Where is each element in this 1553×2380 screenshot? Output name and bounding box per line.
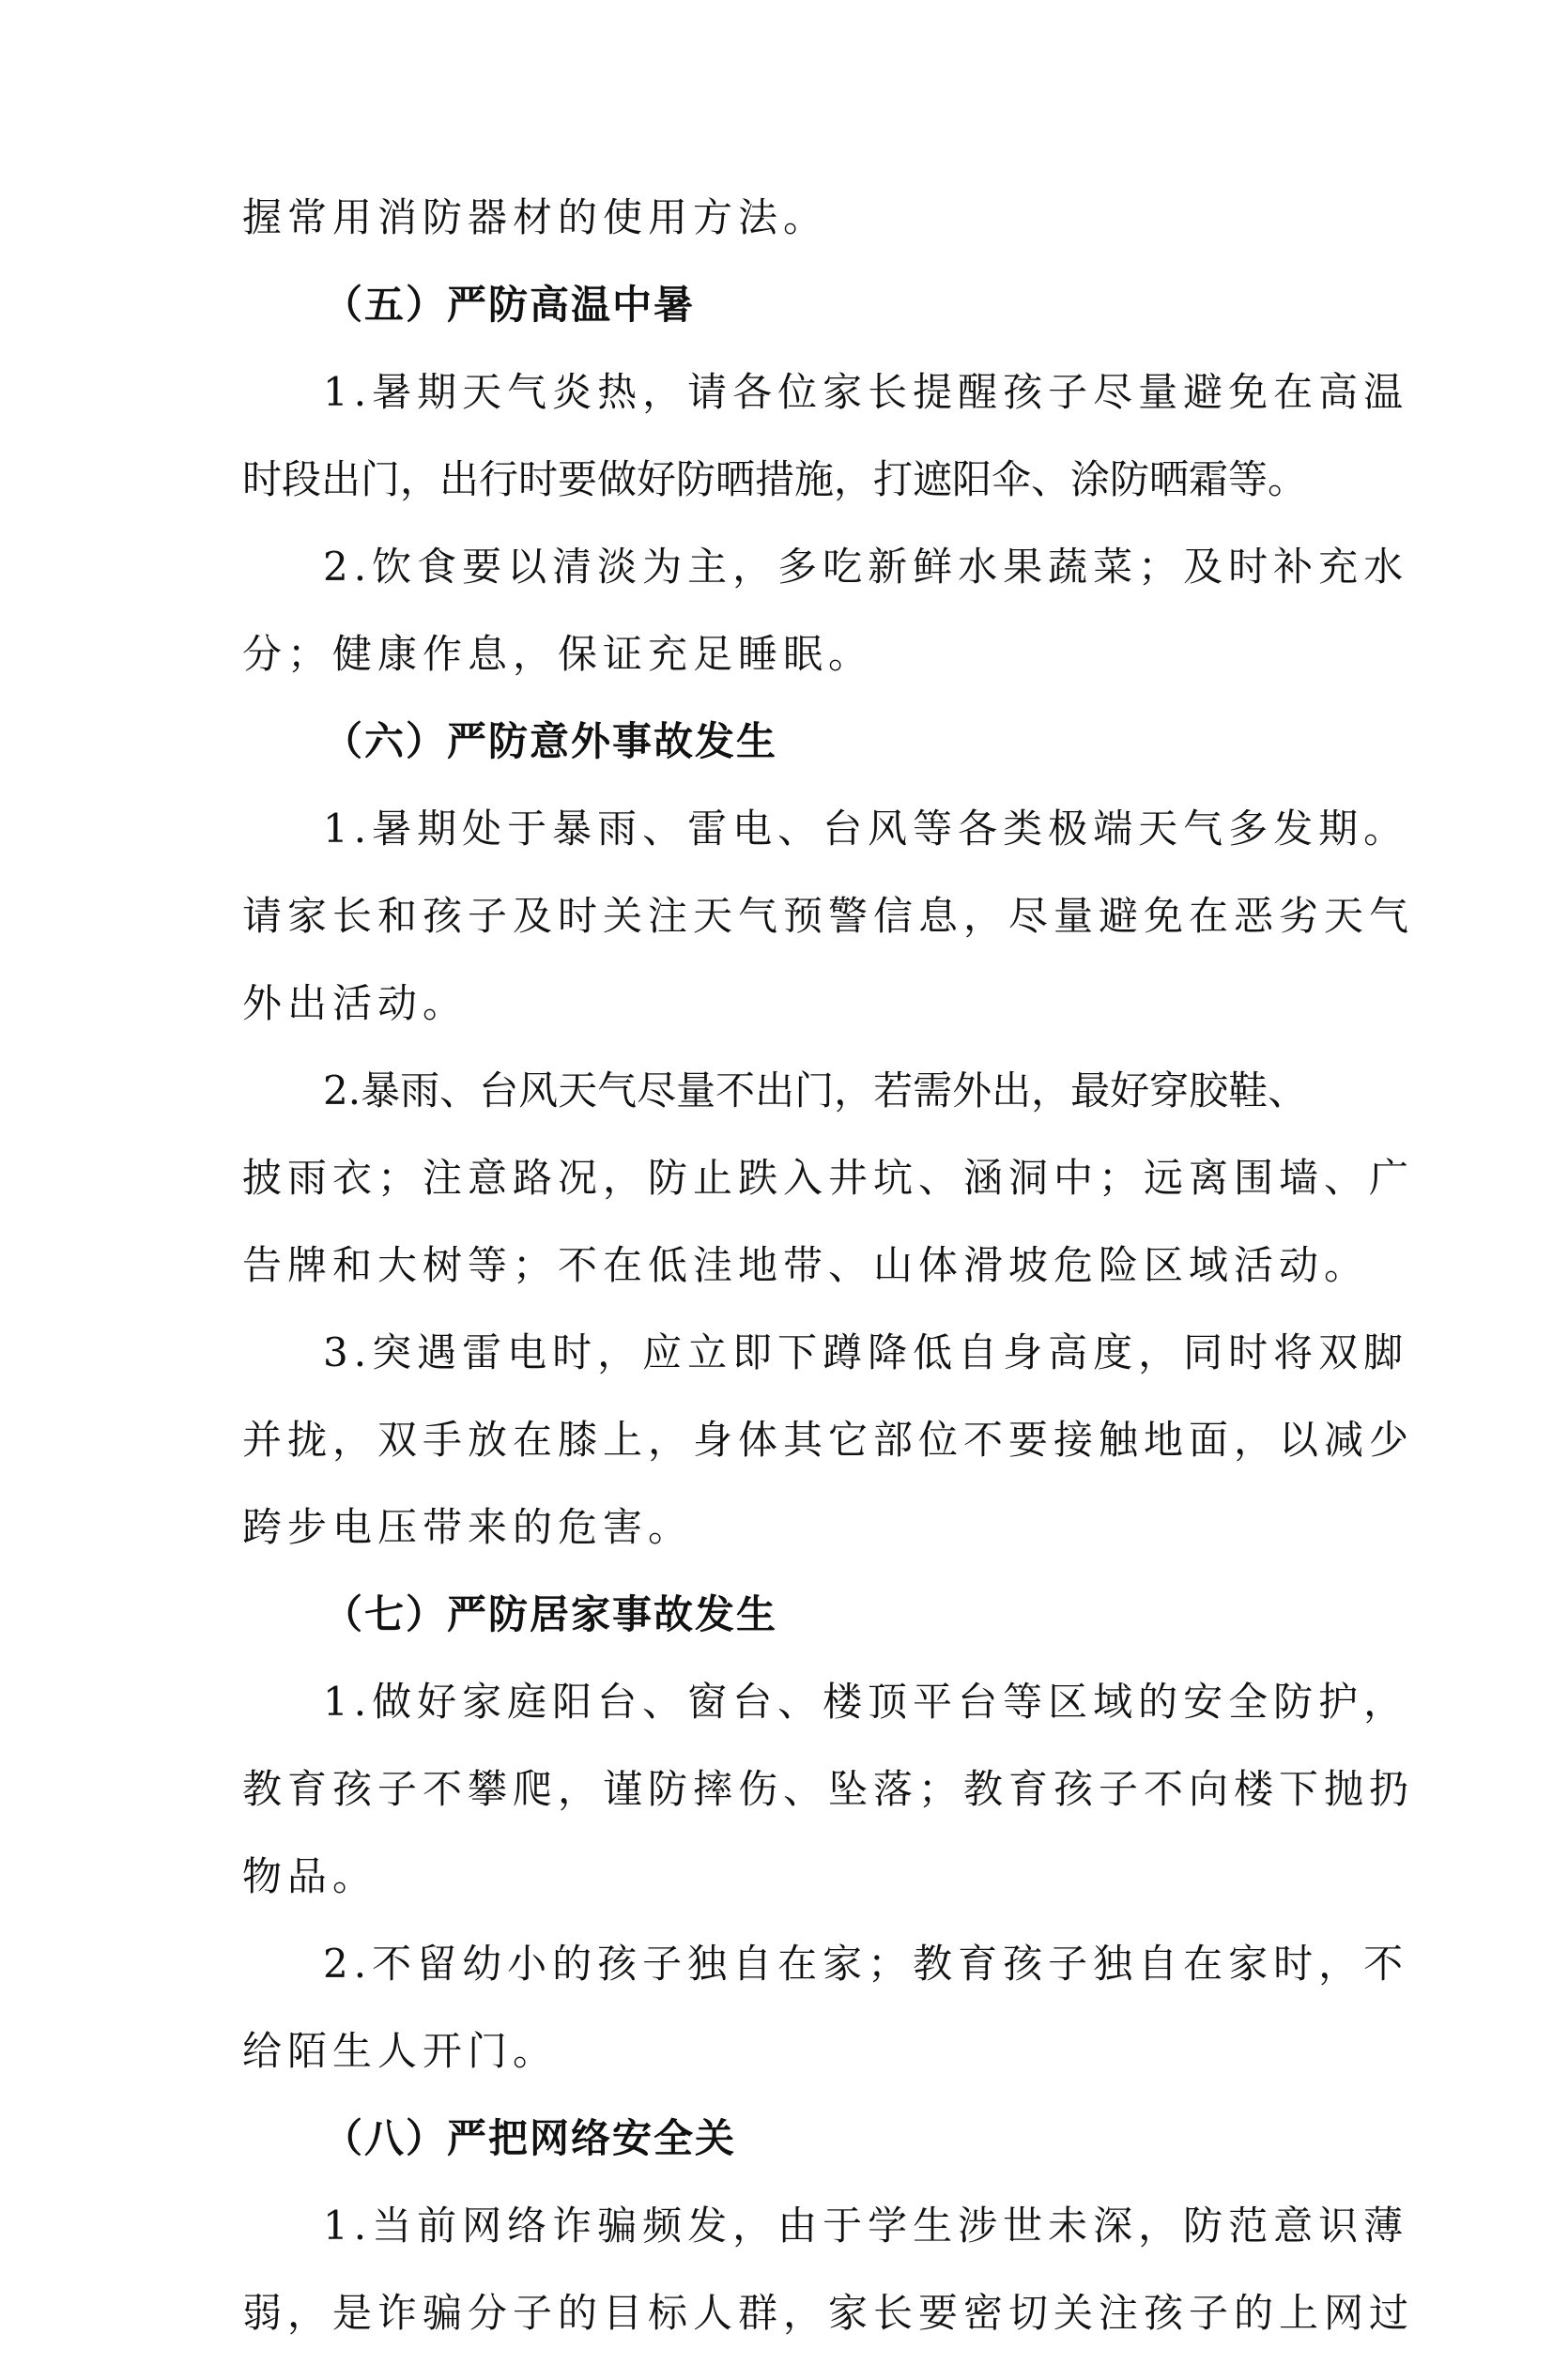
paragraph-line: 告牌和大树等；不在低洼地带、山体滑坡危险区域活动。	[242, 1242, 1370, 1288]
paragraph-line: 2.暴雨、台风天气尽量不出门，若需外出，最好穿胶鞋、	[323, 1067, 1308, 1113]
paragraph-line: 物品。	[242, 1853, 378, 1899]
paragraph-line: 弱，是诈骗分子的目标人群，家长要密切关注孩子的上网过	[242, 2290, 1415, 2336]
paragraph-line: 1.暑期天气炎热，请各位家长提醒孩子尽量避免在高温	[323, 369, 1409, 415]
section-heading-8: （八）严把网络安全关	[323, 2115, 737, 2161]
paragraph-line: 教育孩子不攀爬，谨防摔伤、坠落；教育孩子不向楼下抛扔	[242, 1766, 1415, 1812]
paragraph-line: 1.做好家庭阳台、窗台、楼顶平台等区域的安全防护，	[323, 1679, 1409, 1725]
section-heading-7: （七）严防居家事故发生	[323, 1591, 778, 1637]
paragraph-line: 2.饮食要以清淡为主，多吃新鲜水果蔬菜；及时补充水	[323, 544, 1409, 590]
document-body	[242, 194, 1415, 2380]
section-heading-5: （五）严防高温中暑	[323, 282, 696, 328]
paragraph-line: 3.突遇雷电时，应立即下蹲降低自身高度，同时将双脚	[323, 1329, 1409, 1375]
paragraph-line: 跨步电压带来的危害。	[242, 1504, 694, 1550]
paragraph-line: 披雨衣；注意路况，防止跌入井坑、涵洞中；远离围墙、广	[242, 1155, 1415, 1201]
paragraph-line: 2.不留幼小的孩子独自在家；教育孩子独自在家时，不	[323, 1941, 1409, 1987]
paragraph-line: 给陌生人开门。	[242, 2028, 559, 2074]
paragraph-line: 请家长和孩子及时关注天气预警信息，尽量避免在恶劣天气	[242, 893, 1415, 939]
section-heading-6: （六）严防意外事故发生	[323, 718, 778, 764]
paragraph-line: 1.当前网络诈骗频发，由于学生涉世未深，防范意识薄	[323, 2203, 1409, 2249]
paragraph-line: 分；健康作息，保证充足睡眠。	[242, 631, 874, 677]
paragraph-line: 1.暑期处于暴雨、雷电、台风等各类极端天气多发期。	[323, 806, 1409, 852]
paragraph-line: 并拢，双手放在膝上，身体其它部位不要接触地面，以减少	[242, 1417, 1415, 1463]
paragraph-line: 外出活动。	[242, 980, 469, 1026]
paragraph-line: 时段出门，出行时要做好防晒措施，打遮阳伞、涂防晒霜等。	[242, 456, 1308, 502]
paragraph-line: 握常用消防器材的使用方法。	[242, 194, 829, 240]
